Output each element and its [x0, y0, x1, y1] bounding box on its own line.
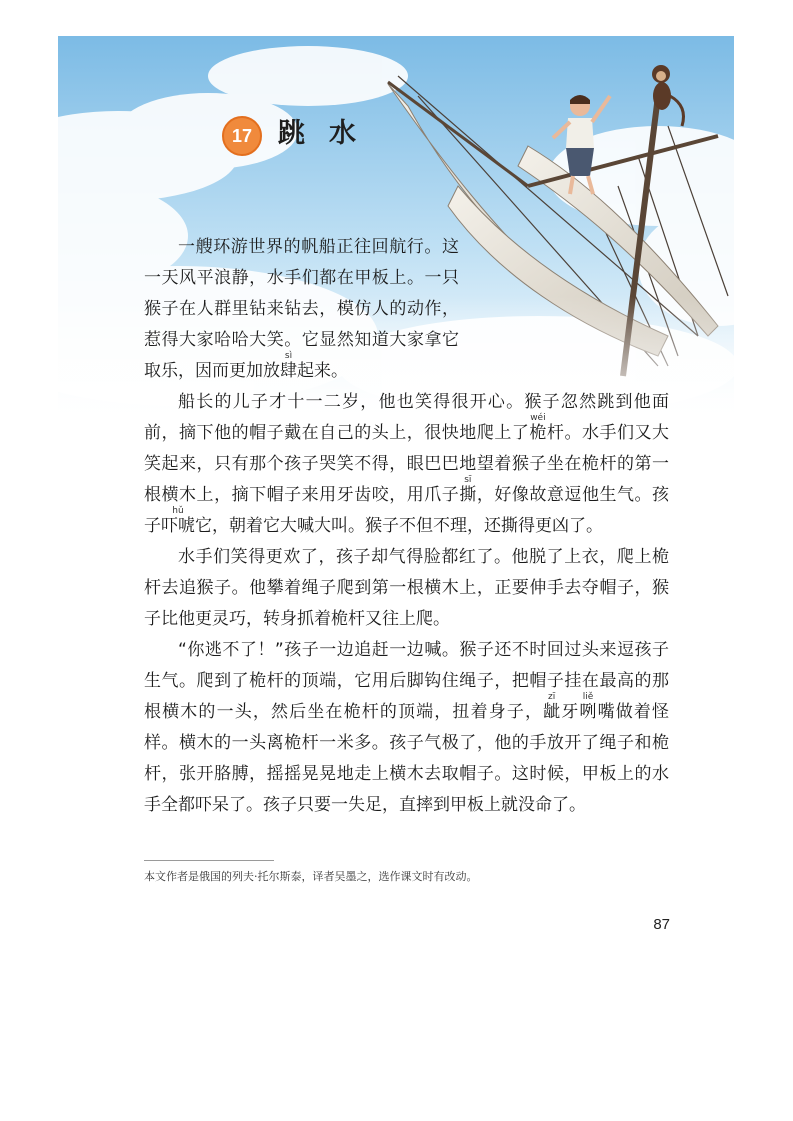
pinyin-annotated-word: 吓唬hǔ [161, 506, 195, 536]
lesson-title: 跳水 [278, 118, 380, 149]
paragraph [144, 635, 669, 821]
lesson-number-badge: 17 [222, 116, 262, 156]
footnote-divider [144, 860, 274, 861]
pinyin-annotated-word: 龇zī [543, 692, 562, 722]
paragraph [144, 232, 459, 387]
pinyin: sī [459, 475, 477, 485]
text-segment: 船长的儿子才十一二岁，他也笑得很开心。猴子忽然跳到他面前，摘下他的帽子戴在自己的头上，很快地爬上了 [144, 392, 669, 443]
pinyin-annotated-word: 撕sī [459, 475, 477, 505]
text-segment: 杆。水手们又大笑起来，只有那个孩子哭笑不得，眼巴巴地望着猴子坐在桅杆的第一根横木上，摘下帽子来用牙齿咬，用爪子 [144, 423, 670, 505]
pinyin: liě [579, 692, 597, 702]
text-segment: “你逃不了！”孩子一边追赶一边喊。猴子还不时回过头来逗孩子生气。爬到了桅杆的顶端，它用后脚钩住绳子，把帽子挂在最高的那根横木的一头，然后坐在桅杆的顶端，扭着身子， [144, 640, 669, 722]
pinyin-annotated-word: 咧liě [579, 692, 598, 722]
pinyin: sì [280, 351, 297, 361]
footnote: 本文作者是俄国的列夫·托尔斯泰，译者吴墨之，选作课文时有改动。 [144, 870, 478, 883]
textbook-page [58, 36, 734, 1004]
paragraph [144, 387, 669, 542]
text-segment: 起来。 [297, 361, 348, 381]
text-segment: 一艘环游世界的帆船正往回航行。这一天风平浪静，水手们都在甲板上。一只猴子在人群里钻来钻去，模仿人的动作，惹得大家哈哈大笑。它显然知道大家拿它取乐，因而更加放 [144, 237, 459, 381]
pinyin: zī [543, 692, 561, 702]
pinyin: hǔ [161, 506, 195, 516]
text-segment: ，好像故意逗他生气。孩子 [144, 485, 670, 536]
pinyin-annotated-word: 肆sì [280, 351, 297, 381]
paragraph [144, 542, 669, 635]
text-segment: 它，朝着它大喊大叫。猴子不但不理，还撕得更凶了。 [195, 516, 603, 536]
page-number: 87 [653, 916, 670, 933]
text-segment: 牙 [561, 702, 580, 722]
text-segment: 嘴做着怪样。横木的一头离桅杆一米多。孩子气极了，他的手放开了绳子和桅杆，张开胳膊，摇摇晃晃地走上横木去取帽子。这时候，甲板上的水手全都吓呆了。孩子只要一失足，直摔到甲板上就没命了。 [144, 702, 670, 815]
story-body [144, 232, 669, 821]
pinyin: wéi [529, 413, 547, 423]
pinyin-annotated-word: 桅wéi [529, 413, 547, 443]
text-segment: 水手们笑得更欢了，孩子却气得脸都红了。他脱了上衣，爬上桅杆去追猴子。他攀着绳子爬到第一根横木上，正要伸手去夺帽子，猴子比他更灵巧，转身抓着桅杆又往上爬。 [144, 547, 669, 629]
